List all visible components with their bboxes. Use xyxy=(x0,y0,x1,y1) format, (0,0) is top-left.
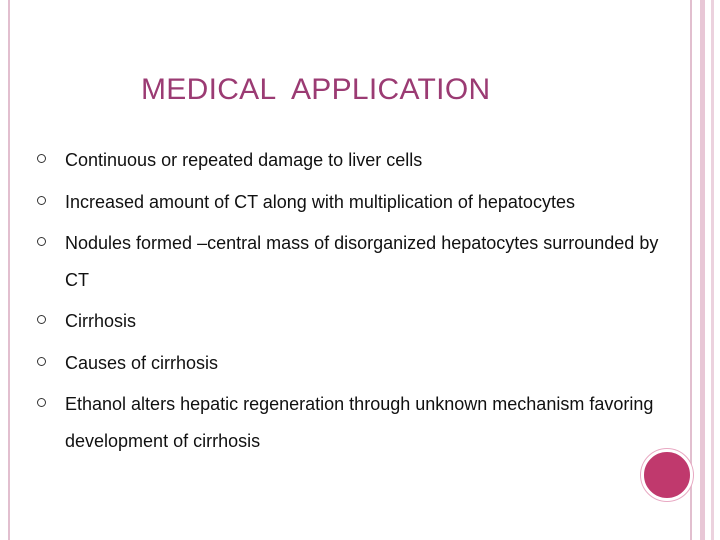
hollow-circle-icon xyxy=(37,154,46,163)
hollow-circle-icon xyxy=(37,315,46,324)
bullet-text: Increased amount of CT along with multiplication of hepatocytes xyxy=(65,191,575,212)
bullet-item xyxy=(36,184,676,221)
hollow-circle-icon xyxy=(37,398,46,407)
bullet-item xyxy=(36,225,676,298)
bullet-text: Continuous or repeated damage to liver cells xyxy=(65,150,423,170)
bullet-text: Nodules formed –central mass of disorganized hepatocytes surrounded by CT xyxy=(65,233,659,290)
bullet-text: Cirrhosis xyxy=(65,311,137,331)
bullet-item xyxy=(36,386,676,459)
bullet-text: Causes of cirrhosis xyxy=(65,352,219,373)
bullet-text: Ethanol alters hepatic regeneration through unknown mechanism favoring development of cirrhosis xyxy=(65,394,654,451)
frame-line-right xyxy=(700,0,705,540)
frame-line-left xyxy=(8,0,10,540)
hollow-circle-icon xyxy=(37,196,46,205)
bullet-item xyxy=(36,345,676,382)
frame-line-right xyxy=(711,0,714,540)
frame-line-right xyxy=(690,0,692,540)
decorative-accent-circle xyxy=(641,449,693,501)
slide-title: MEDICAL APPLICATION xyxy=(141,73,491,106)
bullet-item xyxy=(36,303,676,340)
bullet-list xyxy=(36,142,676,464)
hollow-circle-icon xyxy=(37,237,46,246)
bullet-item xyxy=(36,142,676,179)
hollow-circle-icon xyxy=(37,357,46,366)
